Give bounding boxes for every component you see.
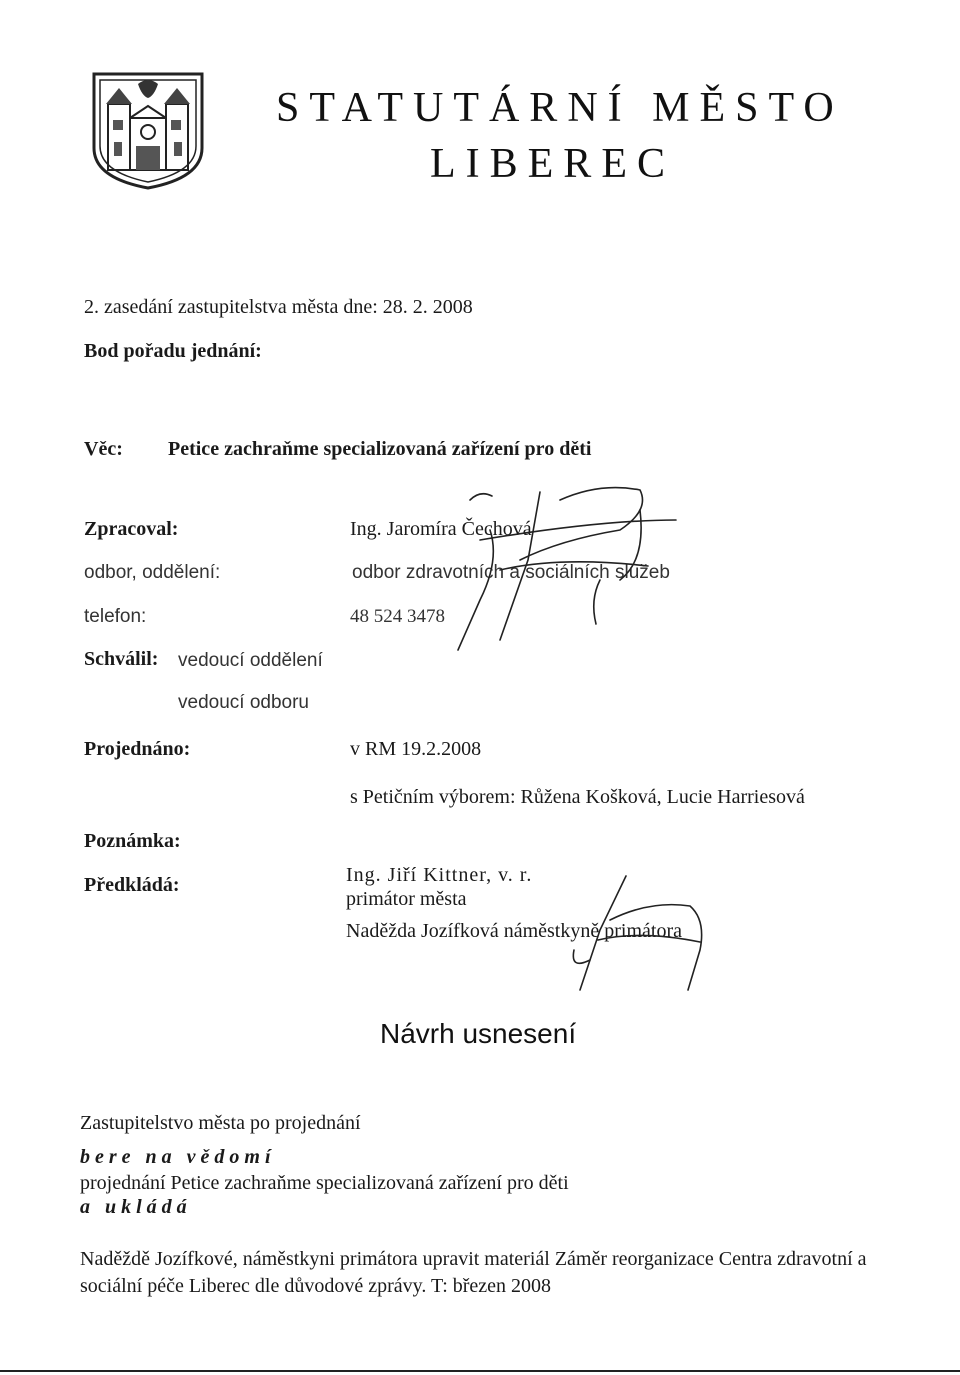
resolution-notes-label: bere na vědomí: [80, 1146, 276, 1168]
resolution-notes-text: projednání Petice zachraňme specializovaná zařízení pro děti: [80, 1172, 569, 1194]
prepared-label: Zpracoval:: [84, 518, 179, 540]
resolution-heading: Návrh usnesení: [380, 1018, 577, 1049]
document-title-line1: STATUTÁRNÍ MĚSTO: [276, 85, 844, 131]
resolution-instructs-label: a ukládá: [80, 1196, 192, 1218]
approved-label: Schválil:: [84, 648, 159, 670]
resolution-instructs-text: Naděždě Jozífkové, náměstkyni primátora upravit materiál Záměr reorganizace Centra zdravotní a sociální péče Liberec dle důvodové zprávy. T: březen 2008: [80, 1248, 867, 1297]
department-value: odbor zdravotních a sociálních služeb: [352, 562, 670, 583]
city-coat-of-arms-icon: [90, 70, 206, 190]
approved-value-2: vedoucí odboru: [178, 692, 309, 713]
document-title-line2: LIBEREC: [430, 141, 675, 187]
discussed-value-1: v RM 19.2.2008: [350, 738, 482, 760]
approved-value-1: vedoucí oddělení: [178, 650, 323, 671]
submits-line-2: primátor města: [346, 888, 467, 910]
note-label: Poznámka:: [84, 830, 181, 852]
phone-value: 48 524 3478: [350, 606, 445, 627]
submits-label: Předkládá:: [84, 874, 180, 896]
submits-line-3: Naděžda Jozífková náměstkyně primátora: [346, 920, 682, 942]
subject-label: Věc:: [84, 438, 123, 460]
meeting-line: 2. zasedání zastupitelstva města dne: 28. 2. 2008: [84, 296, 473, 318]
resolution-intro: Zastupitelstvo města po projednání: [80, 1112, 361, 1134]
bottom-divider: [0, 1370, 960, 1372]
discussed-label: Projednáno:: [84, 738, 191, 760]
submits-line-1: Ing. Jiří Kittner, v. r.: [346, 864, 533, 886]
discussed-value-2: s Petičním výborem: Růžena Košková, Lucie Harriesová: [350, 786, 805, 808]
subject-value: Petice zachraňme specializovaná zařízení pro děti: [168, 438, 592, 460]
phone-label: telefon:: [84, 606, 147, 627]
department-label: odbor, oddělení:: [84, 562, 221, 583]
agenda-label: Bod pořadu jednání:: [84, 340, 262, 362]
prepared-value: Ing. Jaromíra Čechová: [350, 518, 532, 540]
